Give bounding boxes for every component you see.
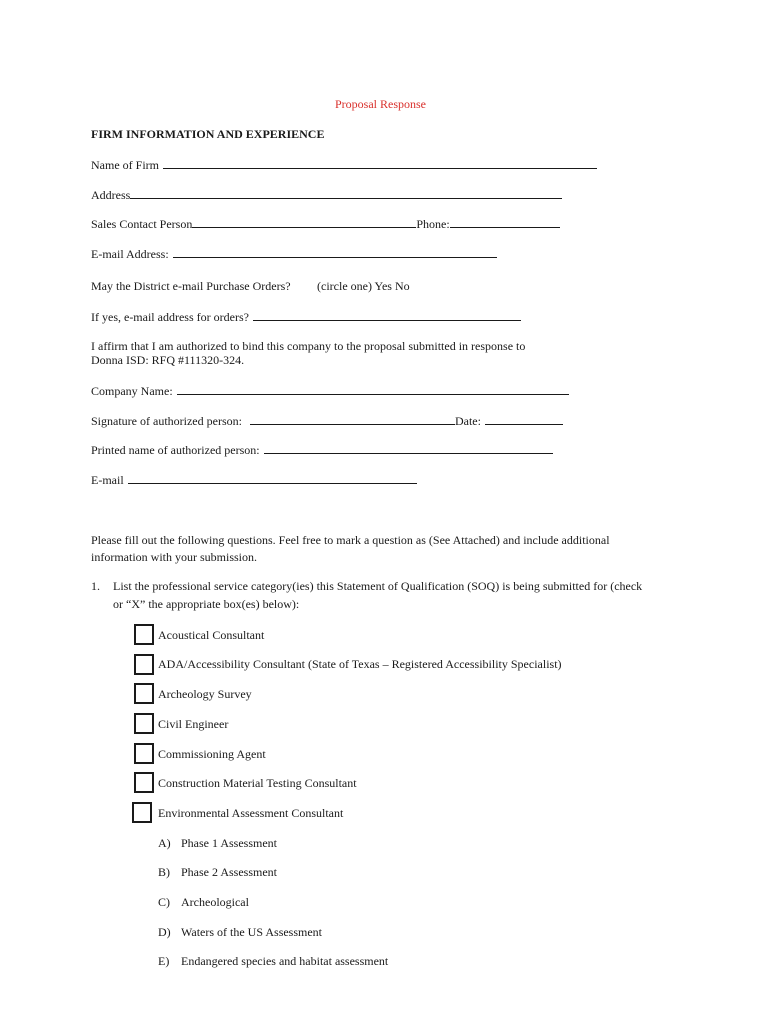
signature-field[interactable] xyxy=(250,413,455,425)
email-label: E-mail xyxy=(91,473,124,487)
sub-item-letter: E) xyxy=(158,954,170,968)
category-label: Archeology Survey xyxy=(158,687,252,701)
if-yes-email-row xyxy=(91,309,521,325)
date-field[interactable] xyxy=(485,413,563,425)
checkbox-ada[interactable] xyxy=(134,654,154,675)
checkbox-material-testing[interactable] xyxy=(134,772,154,793)
page-title: Proposal Response xyxy=(335,97,426,111)
sub-item-label: Phase 2 Assessment xyxy=(181,865,277,879)
email-po-question: May the District e-mail Purchase Orders? xyxy=(91,279,291,293)
if-yes-email-label: If yes, e-mail address for orders? xyxy=(91,310,249,324)
question-line-2: or “X” the appropriate box(es) below): xyxy=(113,597,300,611)
affirm-line-2: Donna ISD: RFQ #111320-324. xyxy=(91,353,245,367)
if-yes-email-field[interactable] xyxy=(253,309,521,321)
category-label: Civil Engineer xyxy=(158,717,229,731)
sales-contact-field[interactable] xyxy=(192,216,416,228)
category-label: Commissioning Agent xyxy=(158,747,266,761)
sales-contact-label: Sales Contact Person xyxy=(91,217,193,231)
address-field[interactable] xyxy=(130,187,562,199)
instructions-line-2: information with your submission. xyxy=(91,550,257,564)
company-name-field[interactable] xyxy=(177,383,569,395)
email-address-row xyxy=(91,246,497,262)
signature-label: Signature of authorized person: xyxy=(91,414,242,428)
company-name-label: Company Name: xyxy=(91,384,173,398)
sales-contact-row xyxy=(91,216,560,232)
section-heading: FIRM INFORMATION AND EXPERIENCE xyxy=(91,127,325,141)
email-field[interactable] xyxy=(128,472,417,484)
email-po-choice[interactable]: (circle one) Yes No xyxy=(317,279,410,293)
sub-item-letter: D) xyxy=(158,925,171,939)
question-line-1: List the professional service category(ies) this Statement of Qualification (SOQ) is being submitted for (check xyxy=(113,579,643,593)
instructions-line-1: Please fill out the following questions. Feel free to mark a question as (See Attached) and include additional xyxy=(91,533,610,547)
sub-item-label: Waters of the US Assessment xyxy=(181,925,323,939)
phone-field[interactable] xyxy=(450,216,560,228)
phone-label: Phone: xyxy=(416,217,450,231)
address-row xyxy=(91,187,562,203)
email-address-label: E-mail Address: xyxy=(91,247,169,261)
firm-name-label: Name of Firm xyxy=(91,158,159,172)
checkbox-commissioning[interactable] xyxy=(134,743,154,764)
date-label: Date: xyxy=(454,414,481,428)
address-label: Address xyxy=(91,188,131,202)
sub-item-label: Phase 1 Assessment xyxy=(181,836,277,850)
firm-name-field[interactable] xyxy=(163,157,597,169)
category-label: ADA/Accessibility Consultant (State of Texas – Registered Accessibility Specialist) xyxy=(158,657,562,671)
email-row xyxy=(91,472,417,488)
question-number: 1. xyxy=(91,579,100,593)
category-label: Construction Material Testing Consultant xyxy=(158,776,357,790)
checkbox-archeology[interactable] xyxy=(134,683,154,704)
checkbox-civil[interactable] xyxy=(134,713,154,734)
sub-item-letter: A) xyxy=(158,836,171,850)
sub-item-letter: C) xyxy=(158,895,170,909)
printed-name-row xyxy=(91,442,553,458)
sub-item-label: Endangered species and habitat assessment xyxy=(181,954,389,968)
email-address-field[interactable] xyxy=(173,246,497,258)
firm-name-row xyxy=(91,157,597,173)
company-name-row xyxy=(91,383,569,399)
checkbox-acoustical[interactable] xyxy=(134,624,154,645)
sub-item-label: Archeological xyxy=(181,895,249,909)
affirm-line-1: I affirm that I am authorized to bind this company to the proposal submitted in response to xyxy=(91,339,526,353)
sub-item-letter: B) xyxy=(158,865,170,879)
printed-name-label: Printed name of authorized person: xyxy=(91,443,260,457)
signature-row xyxy=(91,413,563,429)
printed-name-field[interactable] xyxy=(264,442,553,454)
checkbox-environmental[interactable] xyxy=(132,802,152,823)
category-label: Acoustical Consultant xyxy=(158,628,265,642)
category-label: Environmental Assessment Consultant xyxy=(158,806,344,820)
